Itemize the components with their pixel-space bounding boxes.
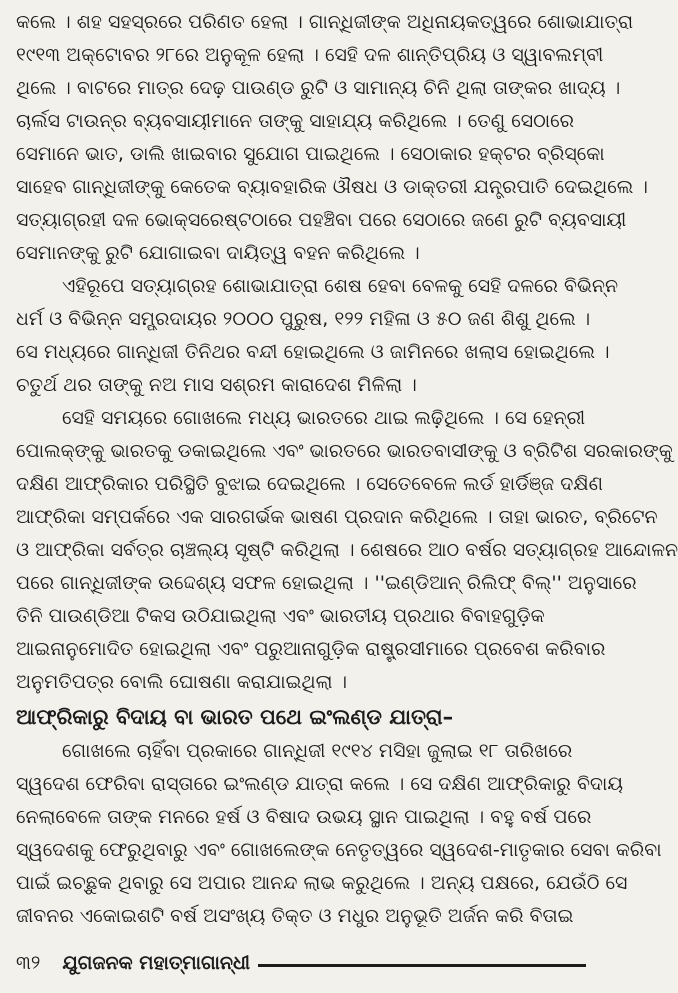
section-heading: ଆଫ୍ରିକାରୁ ବିଦାୟ ବା ଭାରତ ପଥେ ଇଂଲଣ୍ଡ ଯାତ୍ରା– xyxy=(16,705,454,729)
text-line: ୧୯୧୩ ଅକ୍ଟୋବର ୨୮ରେ ଅନୁକୂଳ ହେଲା । ସେହି ଦଳ ଶାନ୍ତିପ୍ରିୟ ଓ ସ୍ୱାବଲମ୍ବୀ xyxy=(16,44,604,66)
book-title: ଯୁଗଜନକ ମହାତ୍ମାଗାନ୍ଧୀ xyxy=(62,952,250,974)
text-line: ପରେ ଗାନ୍ଧିଜୀଙ୍କ ଉଦ୍ଦେଶ୍ୟ ସଫଳ ହୋଇଥିଲା । ''ଇଣ୍ଡିଆନ୍ ରିଲିଫ୍ ବିଲ୍'' ଅନୁସାରେ xyxy=(16,572,637,594)
text-line: ସେମାନଙ୍କୁ ରୁଟି ଯୋଗାଇବା ଦାୟିତ୍ୱ ବହନ କରିଥିଲେ । xyxy=(16,242,420,264)
text-line: ସ୍ୱଦେଶକୁ ଫେରୁଥିବାରୁ ଏବଂ ଗୋଖଲେଙ୍କ ନେତୃତ୍ୱରେ ସ୍ୱଦେଶ-ମାତୃକାର ସେବା କରିବା xyxy=(16,839,662,861)
text-line: ଅନୁମତିପତ୍ର ବୋଲି ଘୋଷଣା କରାଯାଇଥିଲା । xyxy=(16,671,348,693)
paragraph-2 xyxy=(16,270,619,402)
text-line: ସ୍ୱଦେଶ ଫେରିବା ରାସ୍ତାରେ ଇଂଲଣ୍ଡ ଯାତ୍ରା କଲେ । ସେ ଦକ୍ଷିଣ ଆଫ୍ରିକାରୁ ବିଦାୟ xyxy=(16,773,624,795)
footer-rule xyxy=(258,964,586,967)
text-line: ଓ ଆଫ୍ରିକା ସର୍ବତ୍ର ଚାଞ୍ଚଲ୍ୟ ସୃଷ୍ଟି କରିଥିଲା । ଶେଷରେ ଆଠ ବର୍ଷର ସତ୍ୟାଗ୍ରହ ଆନ୍ଦୋଳନ xyxy=(16,539,678,561)
text-line: ସେହି ସମୟରେ ଗୋଖଲେ ମଧ୍ୟ ଭାରତରେ ଥାଇ ଲଢ଼ିଥିଲେ । ସେ ହେନ୍‌ରୀ xyxy=(62,407,586,429)
text-line: କଲେ । ଶହ ସହସ୍ରରେ ପରିଣତ ହେଲା । ଗାନ୍ଧିଜୀଙ୍କ ଅଧିନାୟକତ୍ୱରେ ଶୋଭାଯାତ୍ରା xyxy=(16,11,634,33)
paragraph-4 xyxy=(16,735,662,933)
text-line: ଜୀବନର ଏକୋଇଶଟି ବର୍ଷ ଅସଂଖ୍ୟ ତିକ୍ତ ଓ ମଧୁର ଅନୁଭୂତି ଅର୍ଜନ କରି ବିତାଇ xyxy=(16,905,574,927)
page-number: ୩୨ xyxy=(16,952,41,974)
text-line: ସେ ମଧ୍ୟରେ ଗାନ୍ଧିଜୀ ତିନିଥର ବନ୍ଦୀ ହୋଇଥିଲେ ଓ ଜାମିନରେ ଖଲାସ ହୋଇଥିଲେ । xyxy=(16,341,610,363)
page-footer xyxy=(16,952,586,974)
text-line: ଧର୍ମ ଓ ବିଭିନ୍ନ ସମ୍ପ୍ରଦାୟର ୨୦୦୦ ପୁରୁଷ, ୧୨୨ ମହିଳା ଓ ୫୦ ଜଣ ଶିଶୁ ଥିଲେ । xyxy=(16,308,591,330)
text-line: ଚତୁର୍ଥ ଥର ତାଙ୍କୁ ନଅ ମାସ ସଶ୍ରମ କାରାଦେଶ ମିଳିଲା । xyxy=(16,374,417,396)
paragraph-1 xyxy=(16,6,648,270)
text-line: ପାଇଁ ଇଚ୍ଛୁକ ଥିବାରୁ ସେ ଅପାର ଆନନ୍ଦ ଲାଭ କରୁଥିଲେ । ଅନ୍ୟ ପକ୍ଷରେ, ଯେଉଁଠି ସେ xyxy=(16,872,628,894)
text-line: ତିନି ପାଉଣ୍ଡିଆ ଟିକସ ଉଠିଯାଇଥିଲା ଏବଂ ଭାରତୀୟ ପ୍ରଥାର ବିବାହଗୁଡ଼ିକ xyxy=(16,605,545,627)
text-line: ଦକ୍ଷିଣ ଆଫ୍ରିକାର ପରିସ୍ଥିତି ବୁଝାଇ ଦେଇଥିଲେ । ସେତେବେଳେ ଲର୍ଡ ହାର୍ଡିଞ୍ଜ ଦକ୍ଷିଣ xyxy=(16,473,603,495)
paragraph-3 xyxy=(16,402,678,699)
text-line: ପୋଲକ୍‌ଙ୍କୁ ଭାରତକୁ ଡକାଇଥିଲେ ଏବଂ ଭାରତରେ ଭାରତବାସୀଙ୍କୁ ଓ ବ୍ରିଟିଶ ସରକାରଙ୍କୁ xyxy=(16,440,673,462)
text-line: ଚାର୍ଲସ ଟାଉନ୍‌ର ବ୍ୟବସାୟୀମାନେ ତାଙ୍କୁ ସାହାଯ୍ୟ କରିଥିଲେ । ତେଣୁ ସେଠାରେ xyxy=(16,110,575,132)
text-line: ଏହିରୂପେ ସତ୍ୟାଗ୍ରହ ଶୋଭାଯାତ୍ରା ଶେଷ ହେବା ବେଳକୁ ସେହି ଦଳରେ ବିଭିନ୍ନ xyxy=(62,275,619,297)
text-line: ଗୋଖଲେ ଚାହିଁବା ପ୍ରକାରେ ଗାନ୍ଧିଜୀ ୧୯୧୪ ମସିହା ଜୁଲାଇ ୧୮ ତାରିଖରେ xyxy=(62,740,573,762)
text-line: ଆଇନାନୁମୋଦିତ ହୋଇଥିଲା ଏବଂ ପରୁଆନାଗୁଡ଼ିକ ରାଷ୍ଟ୍ରସୀମାରେ ପ୍ରବେଶ କରିବାର xyxy=(16,638,606,660)
text-line: ନେଲାବେଳେ ତାଙ୍କ ମନରେ ହର୍ଷ ଓ ବିଷାଦ ଉଭୟ ସ୍ଥାନ ପାଇଥିଲା । ବହୁ ବର୍ଷ ପରେ xyxy=(16,806,592,828)
text-line: ସତ୍ୟାଗ୍ରହୀ ଦଳ ଭୋକ୍‌ସରେଷ୍ଟଠାରେ ପହଞ୍ଚିବା ପରେ ସେଠାରେ ଜଣେ ରୁଟି ବ୍ୟବସାୟୀ xyxy=(16,209,627,231)
text-line: ସାହେବ ଗାନ୍ଧିଜୀଙ୍କୁ କେତେକ ବ୍ୟାବହାରିକ ଔଷଧ ଓ ଡାକ୍ତରୀ ଯନ୍ତ୍ରପାତି ଦେଇଥିଲେ । xyxy=(16,176,648,198)
text-line: ଥିଲେ । ବାଟରେ ମାତ୍ର ଦେଢ଼ ପାଉଣ୍ଡ ରୁଟି ଓ ସାମାନ୍ୟ ଚିନି ଥିଲା ତାଙ୍କର ଖାଦ୍ୟ । xyxy=(16,77,621,99)
text-line: ସେମାନେ ଭାତ, ଡାଲି ଖାଇବାର ସୁଯୋଗ ପାଇଥିଲେ । ସେଠାକାର ହକ୍‌ଟର ବ୍ରିସ୍କୋ xyxy=(16,143,605,165)
text-line: ଆଫ୍ରିକା ସମ୍ପର୍କରେ ଏକ ସାରଗର୍ଭକ ଭାଷଣ ପ୍ରଦାନ କରିଥିଲେ । ତାହା ଭାରତ, ବ୍ରିଟେନ xyxy=(16,506,658,528)
